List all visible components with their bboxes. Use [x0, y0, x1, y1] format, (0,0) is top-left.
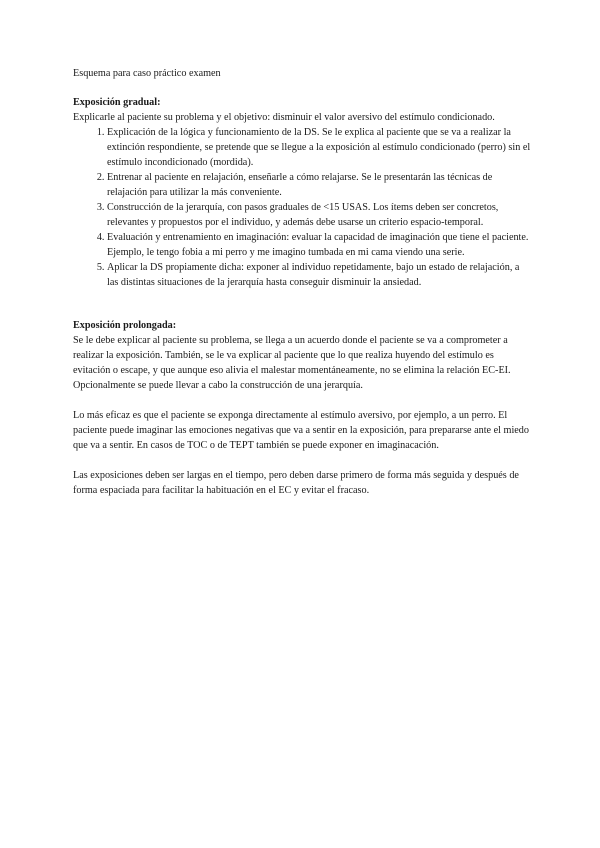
section-gradual-exposure — [73, 95, 533, 290]
section-heading-prolonged: Exposición prolongada: — [73, 320, 177, 331]
paragraph-spacer — [73, 393, 533, 408]
section-prolonged-exposure — [73, 318, 533, 498]
list-item: 5. Aplicar la DS propiamente dicha: exponer al individuo repetidamente, bajo un estado de relajación, a las distintas situaciones de la jerarquía hasta conseguir disminuir la ansiedad. — [107, 260, 533, 290]
list-item: 4. Evaluación y entrenamiento en imaginación: evaluar la capacidad de imaginación que tiene el paciente. Ejemplo, le tengo fobia a mi perro y me imagino tumbada en mi cama viendo una serie. — [107, 230, 533, 260]
section-intro-gradual: Explicarle al paciente su problema y el objetivo: disminuir el valor aversivo del estímulo condicionado. — [73, 112, 495, 123]
paragraph: Las exposiciones deben ser largas en el tiempo, pero deben darse primero de forma más seguida y después de forma espaciada para facilitar la habituación en el EC y evitar el fracaso. — [73, 470, 519, 496]
steps-list — [73, 125, 533, 290]
paragraph: Se le debe explicar al paciente su problema, se llega a un acuerdo donde el paciente se va a comprometer a realizar la exposición. También, se le va explicar al paciente que lo que realiza huyendo del estímulo es evitación o escape, y que aunque eso alivia el malestar momentáneamente, no se elimina la relación EC-EI. Opcionalmente se puede llevar a cabo la construcción de una jerarquía. — [73, 335, 511, 391]
section-heading-gradual: Exposición gradual: — [73, 97, 161, 108]
section-spacer — [73, 290, 533, 318]
list-item: 1. Explicación de la lógica y funcionamiento de la DS. Se le explica al paciente que se va a realizar la extinción respondiente, se pretende que se llegue a la exposición al estímulo condicionado (perro) sin el estímulo incondicionado (mordida). — [107, 125, 533, 170]
paragraph: Lo más eficaz es que el paciente se exponga directamente al estímulo aversivo, por ejemplo, a un perro. El paciente puede imaginar las emociones negativas que va a sentir en la exposición, para prepararse ante el miedo que va a sentir. En casos de TOC o de TEPT también se puede exponer en imaginacación. — [73, 410, 529, 451]
list-item: 2. Entrenar al paciente en relajación, enseñarle a cómo relajarse. Se le presentarán las técnicas de relajación para utilizar la más conveniente. — [107, 170, 533, 200]
document-title: Esquema para caso práctico examen — [73, 68, 221, 79]
paragraph-spacer — [73, 453, 533, 468]
document-page — [73, 66, 533, 498]
list-item: 3. Construcción de la jerarquía, con pasos graduales de <15 USAS. Los ítems deben ser concretos, relevantes y propuestos por el individuo, y además debe usarse un criterio espacio-temporal. — [107, 200, 533, 230]
